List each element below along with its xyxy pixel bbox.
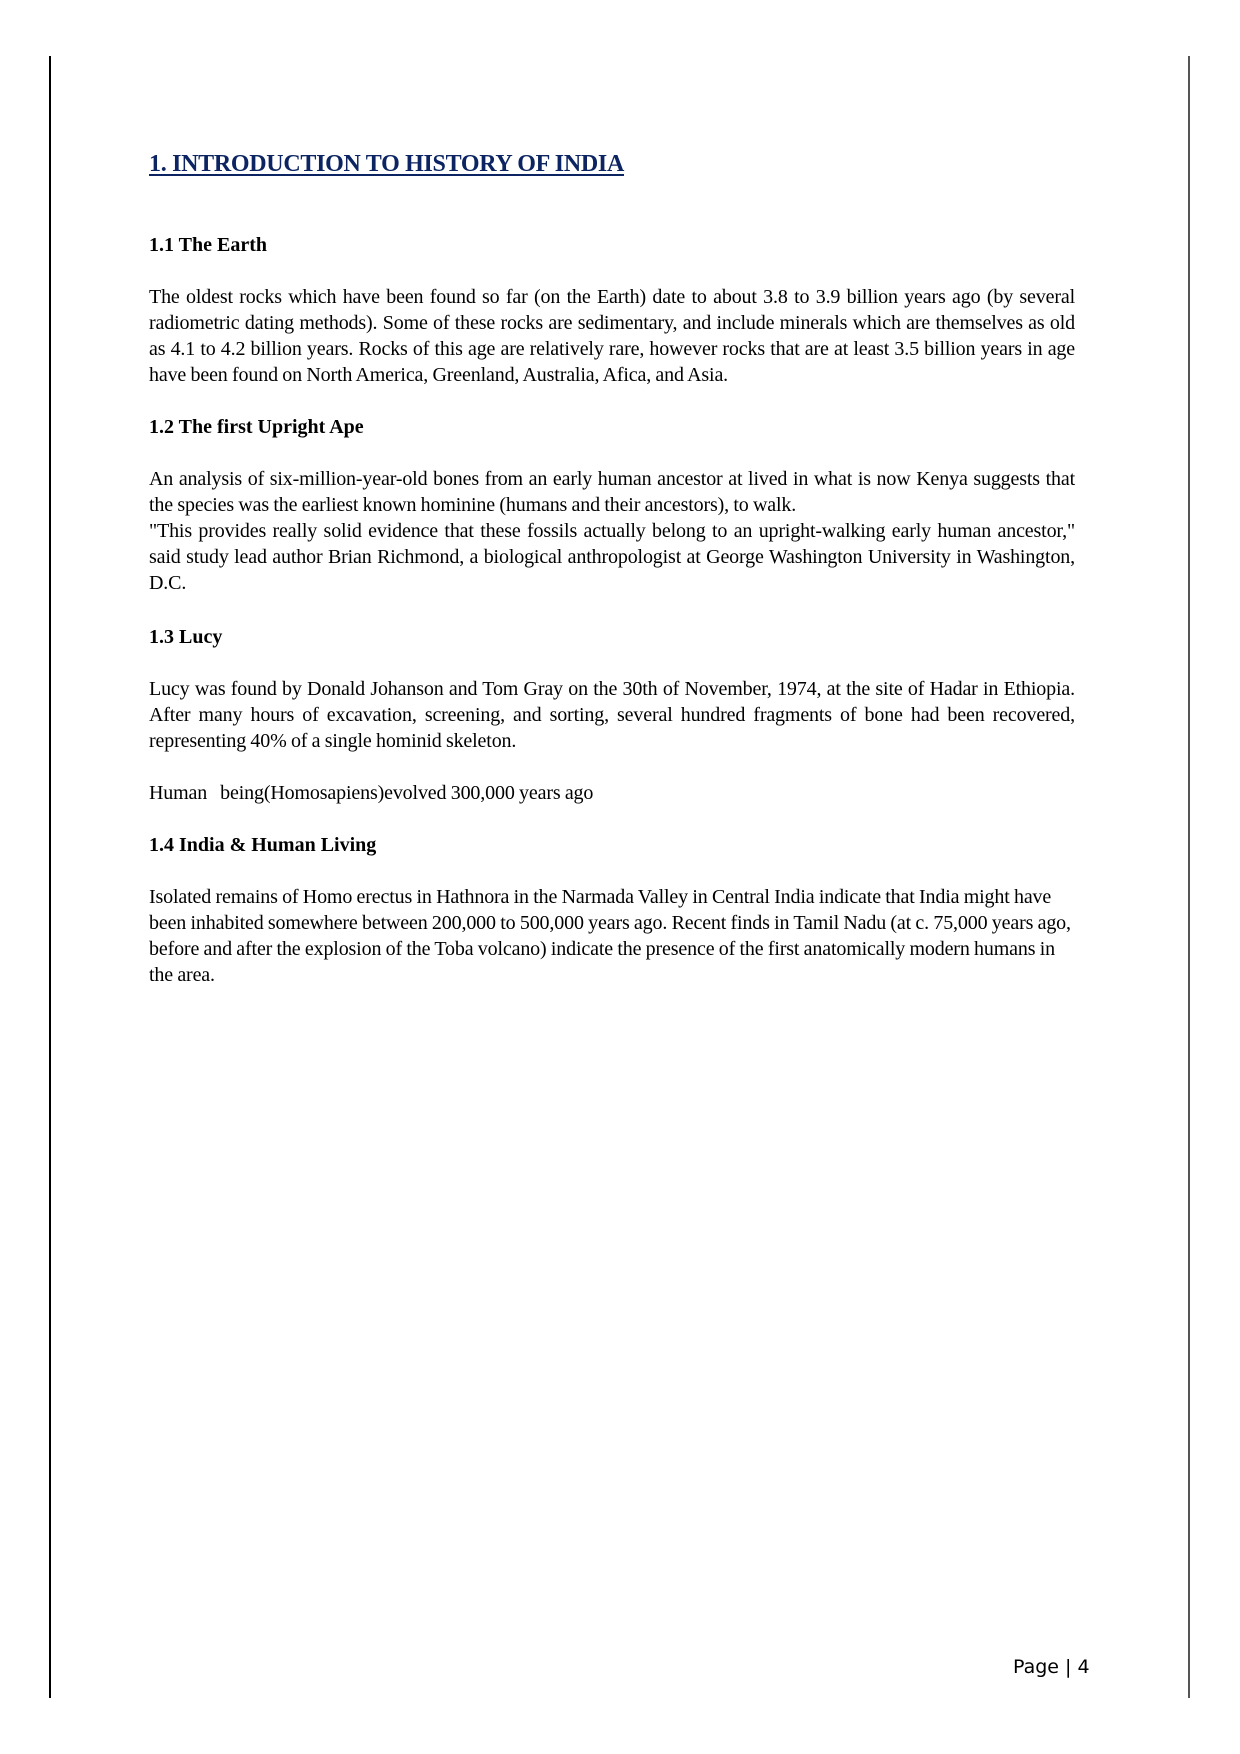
page-border-right — [1188, 56, 1190, 1698]
page-title: 1. INTRODUCTION TO HISTORY OF INDIA — [149, 151, 624, 177]
paragraph-lucy: Lucy was found by Donald Johanson and Tom Gray on the 30th of November, 1974, at the site of Hadar in Ethiopia. After many hours of excavation, screening, and sorting, several hundred fragments of bone had been recovered, representing 40% of a single hominid skeleton. — [149, 678, 1075, 752]
page-border-left — [49, 56, 51, 1698]
page-number: Page | 4 — [1013, 1656, 1090, 1678]
paragraph-upright-ape-1: An analysis of six-million-year-old bones from an early human ancestor at lived in what is now Kenya suggests that the species was the earliest known hominine (humans and their ancestors), to walk. — [149, 468, 1075, 516]
paragraph-the-earth: The oldest rocks which have been found so far (on the Earth) date to about 3.8 to 3.9 billion years ago (by several radiometric dating methods). Some of these rocks are sedimentary, and include minerals which are themselves as old as 4.1 to 4.2 billion years. Rocks of this age are relatively rare, however rocks that are at least 3.5 billion years in age have been found on North America, Greenland, Australia, Afica, and Asia. — [149, 286, 1075, 386]
section-heading-upright-ape: 1.2 The first Upright Ape — [149, 416, 364, 438]
paragraph-india-human-living: Isolated remains of Homo erectus in Hathnora in the Narmada Valley in Central India indicate that India might have been inhabited somewhere between 200,000 to 500,000 years ago. Recent finds in Tamil Nadu (at c. 75,000 years ago, before and after the explosion of the Toba volcano) indicate the presence of the first anatomically modern humans in the area. — [149, 886, 1071, 986]
section-heading-lucy: 1.3 Lucy — [149, 626, 223, 648]
paragraph-upright-ape-2: "This provides really solid evidence that these fossils actually belong to an upright-walking early human ancestor," said study lead author Brian Richmond, a biological anthropologist at George Washington University in Washington, D.C. — [149, 520, 1075, 594]
page-content — [149, 150, 1075, 988]
paragraph-homosapiens: Human being(Homosapiens)evolved 300,000 years ago — [149, 782, 594, 804]
section-heading-india-human-living: 1.4 India & Human Living — [149, 834, 377, 856]
section-heading-the-earth: 1.1 The Earth — [149, 234, 267, 256]
